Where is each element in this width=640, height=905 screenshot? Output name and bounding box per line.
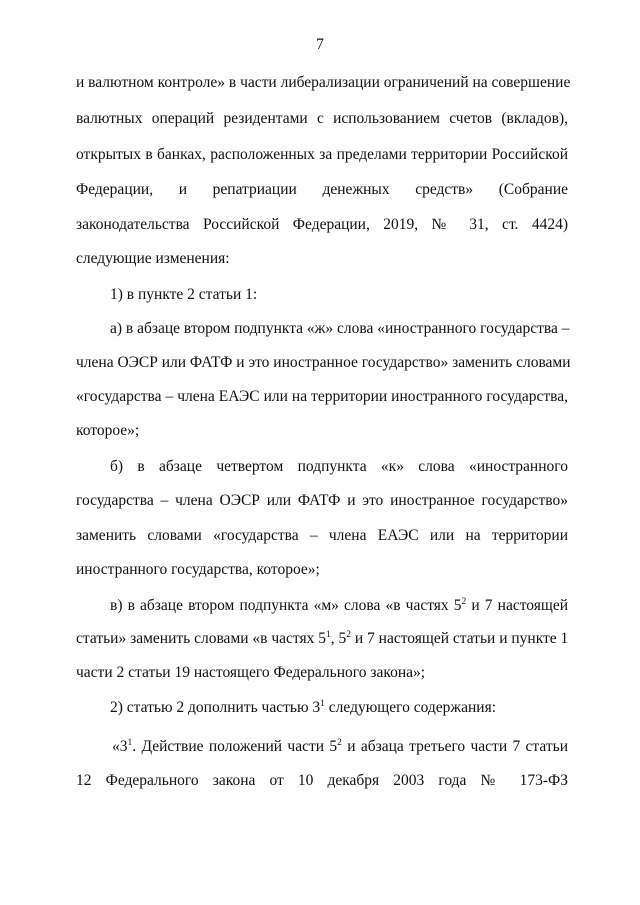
text-line: которое»; <box>76 422 140 439</box>
superscript: 1 <box>127 738 133 748</box>
text-line: государства – члена ОЭСР или ФАТФ и это иностранное государство» <box>76 492 568 509</box>
text-line: б) в абзаце четвертом подпункта «к» слова «иностранного <box>110 458 568 475</box>
superscript: 1 <box>320 699 325 709</box>
text-line: иностранного государства, которое»; <box>76 561 320 578</box>
text-line: законодательства Российской Федерации, 2019, № 31, ст. 4424) <box>76 216 568 233</box>
superscript: 2 <box>337 738 342 748</box>
text-line: Федерации, и репатриации денежных средств» (Собрание <box>76 181 568 198</box>
text-line: и валютном контроле» в части либерализации ограничений на совершение <box>76 74 571 91</box>
text-line: а) в абзаце втором подпункта «ж» слова «иностранного государства – <box>110 320 570 337</box>
text-line: статьи» заменить словами «в частях $5^1$, $5^2$ и 7 настоящей статьи и пункте 1 <box>76 630 569 647</box>
superscript: 2 <box>346 630 351 640</box>
text-line: члена ОЭСР или ФАТФ и это иностранное государство» заменить словами <box>76 354 571 371</box>
text-line: 12 Федерального закона от 10 декабря 2003 года № 173-ФЗ <box>76 772 568 789</box>
text-line: 1) в пункте 2 статьи 1: <box>110 286 258 303</box>
superscript: 1 <box>326 630 331 640</box>
text-line: валютных операций резидентами с использованием счетов (вкладов), <box>76 110 568 127</box>
text-line: части 2 статьи 19 настоящего Федерального закона»; <box>76 664 426 681</box>
page-number: 7 <box>316 36 324 53</box>
text-line: открытых в банках, расположенных за пределами территории Российской <box>76 146 568 163</box>
text-line: «$3^1$. Действие положений части $5^2$ и абзаца третьего части 7 статьи <box>112 738 569 755</box>
text-line: в) в абзаце втором подпункта «м» слова «в частях $5^2$ и 7 настоящей <box>110 597 568 614</box>
text-line: «государства – члена ЕАЭС или на территории иностранного государства, <box>76 388 568 405</box>
text-line: следующие изменения: <box>76 250 230 267</box>
superscript: 2 <box>461 597 467 607</box>
text-line: 2) статью 2 дополнить частью $3^1$ следующего содержания: <box>110 699 497 716</box>
text-line: заменить словами «государства – члена ЕАЭС или на территории <box>76 527 568 544</box>
